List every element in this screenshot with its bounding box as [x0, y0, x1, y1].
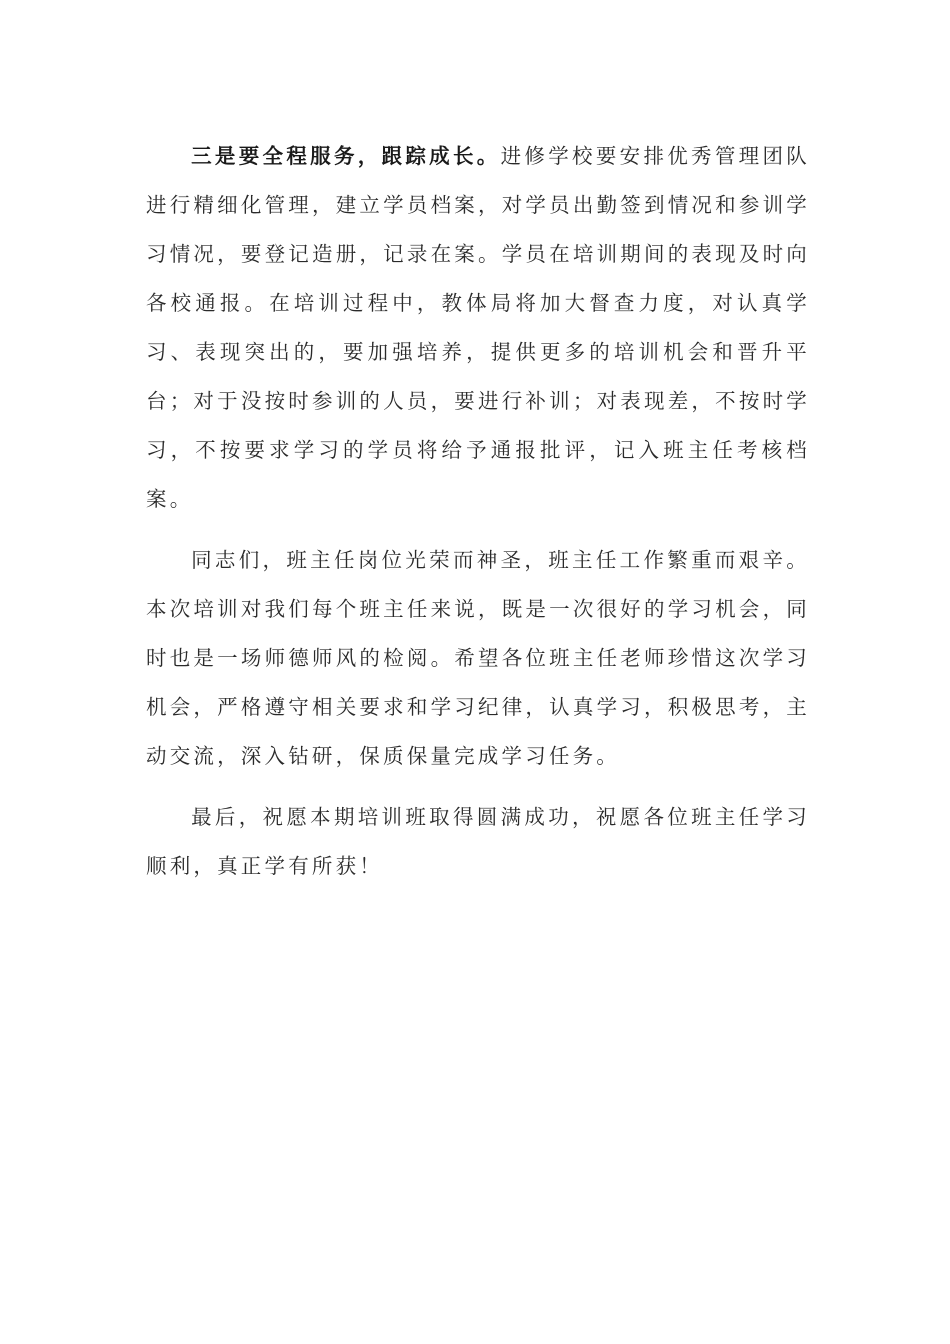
- paragraph-closing-wishes: [146, 793, 810, 891]
- paragraph-lead-heading: 三是要全程服务，跟踪成长。: [191, 144, 501, 168]
- paragraph-text: 同志们，班主任岗位光荣而神圣，班主任工作繁重而艰辛。本次培训对我们每个班主任来说，既是一次很好的学习机会，同时也是一场师德师风的检阅。希望各位班主任老师珍惜这次学习机会，严格遵守相关要求和学习纪律，认真学习，积极思考，主动交流，深入钻研，保质保量完成学习任务。: [146, 548, 810, 768]
- paragraph-service-tracking: [146, 132, 810, 524]
- document-body: [146, 132, 810, 903]
- paragraph-text: 进修学校要安排优秀管理团队进行精细化管理，建立学员档案，对学员出勤签到情况和参训学习情况，要登记造册，记录在案。学员在培训期间的表现及时向各校通报。在培训过程中，教体局将加大督查力度，对认真学习、表现突出的，要加强培养，提供更多的培训机会和晋升平台；对于没按时参训的人员，要进行补训；对表现差，不按时学习，不按要求学习的学员将给予通报批评，记入班主任考核档案。: [146, 144, 810, 511]
- paragraph-text: 最后，祝愿本期培训班取得圆满成功，祝愿各位班主任学习顺利，真正学有所获！: [146, 805, 810, 878]
- paragraph-comrades: [146, 536, 810, 781]
